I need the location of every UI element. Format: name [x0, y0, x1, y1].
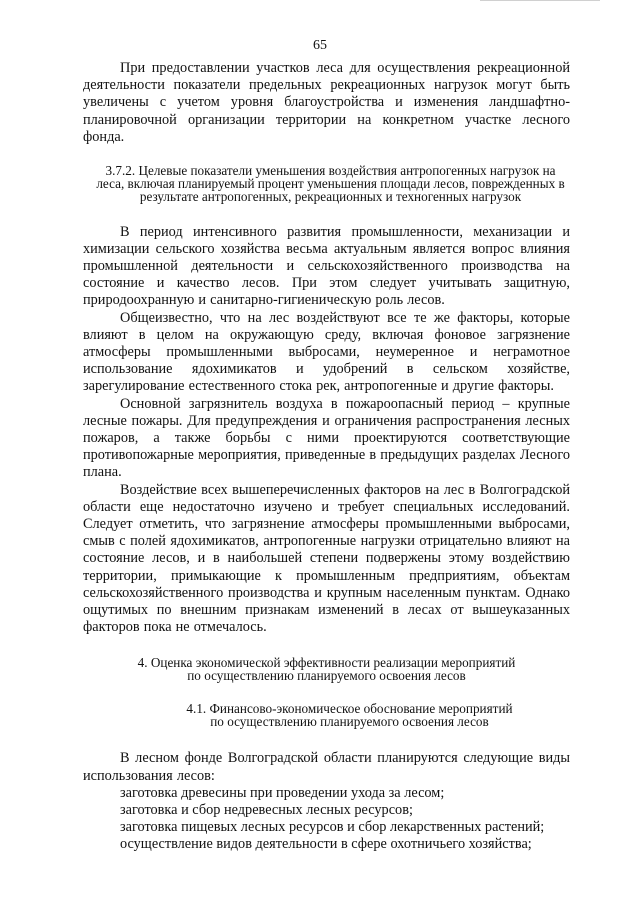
page-number: 65 [313, 38, 327, 53]
paragraph-recreation-loads: При предоставлении участков леса для осуществления рекреационной деятельности показатели предельных рекреационных нагрузок могут быть увеличены с учетом уровня благоустройства и изменения ландшафтно-планировочной организации территории на конкретном участке лесного фонда. [83, 60, 570, 145]
section-heading-4-1 [83, 702, 570, 728]
section-heading-4-1-line2: по осуществлению планируемого освоения лесов [210, 714, 489, 730]
paragraph-volgograd-impact: Воздействие всех вышеперечисленных факторов на лес в Волгоградской области еще недостаточно изучено и требует специальных исследований. Следует отметить, что загрязнение атмосферы промышленными выбросами, смыв с полей ядохимикатов, антропогенные нагрузки отрицательно влияют на состояние лесов, и в наибольшей степени подвержены этому воздействию территории, примыкающие к промышленным предприятиям, объектам сельскохозяйственного производства и крупным населенным пунктам. Однако ощутимых по внешним признакам изменений в лесах от вышеуказанных факторов пока не отмечалось. [83, 481, 570, 636]
forest-uses-list [83, 785, 570, 854]
section-heading-4-line2: по осуществлению планируемого освоения лесов [187, 667, 466, 683]
paragraph-environmental-factors: Общеизвестно, что на лес воздействуют все те же факторы, которые влияют в целом на окружающую среду, включая фоновое загрязнение атмосферы промышленными выбросами, неумеренное и неграмотное использование ядохимикатов и удобрений в сельском хозяйстве, зарегулирование естественного стока рек, антропогенные и другие факторы. [83, 309, 570, 395]
list-item: заготовка древесины при проведении ухода за лесом; [120, 784, 445, 801]
paragraph-forest-uses-intro: В лесном фонде Волгоградской области планируются следующие виды использования лесов: [83, 750, 570, 784]
paragraph-forest-fires: Основной загрязнитель воздуха в пожароопасный период – крупные лесные пожары. Для предупреждения и ограничения распространения лесных пожаров, а также борьбы с ними проектируются соответствующие противопожарные мероприятия, приведенные в предыдущих разделах Лесного плана. [83, 395, 570, 481]
list-item: осуществление видов деятельности в сфере охотничьего хозяйства; [120, 836, 532, 853]
list-item: заготовка пищевых лесных ресурсов и сбор лекарственных растений; [120, 819, 545, 836]
section-heading-4-line1: 4. Оценка экономической эффективности реализации мероприятий [137, 654, 516, 670]
list-item: заготовка и сбор недревесных лесных ресурсов; [120, 801, 413, 818]
section-heading-3-7-2: 3.7.2. Целевые показатели уменьшения воздействия антропогенных нагрузок на леса, включая планируемый процент уменьшения площади лесов, поврежденных в результате антропогенных, рекреационных и техногенных нагрузок [96, 163, 565, 205]
section-heading-4-1-line1: 4.1. Финансово-экономическое обоснование мероприятий [186, 700, 513, 716]
paragraph-industrial-influence: В период интенсивного развития промышленности, механизации и химизации сельского хозяйства весьма актуальным является вопрос влияния промышленной деятельности и сельскохозяйственного производства на состояние и качество лесов. При этом следует учитывать защитную, природоохранную и санитарно-гигиеническую роль лесов. [83, 223, 570, 309]
document-body [83, 60, 570, 854]
section-heading-4 [83, 656, 570, 682]
scan-edge-mark [480, 0, 600, 4]
